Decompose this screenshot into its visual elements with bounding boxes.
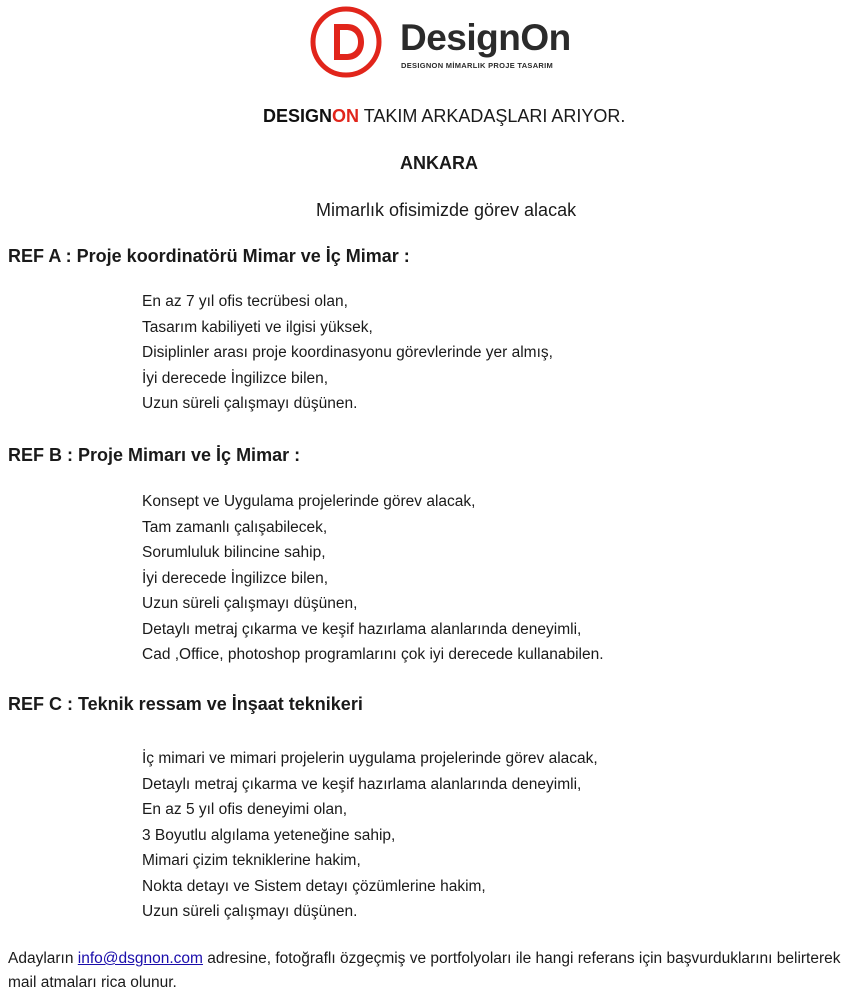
headline-brand-on: ON bbox=[332, 106, 360, 126]
footer-text-before: Adayların bbox=[8, 950, 78, 967]
list-item: Uzun süreli çalışmayı düşünen. bbox=[142, 903, 358, 920]
list-item: En az 7 yıl ofis tecrübesi olan, bbox=[142, 293, 348, 310]
list-item: İyi derecede İngilizce bilen, bbox=[142, 569, 329, 587]
email-link[interactable]: info@dsgnon.com bbox=[77, 950, 203, 967]
ref-b-list bbox=[142, 489, 604, 668]
headline-brand-design: DESIGN bbox=[263, 106, 333, 126]
list-item: Detaylı metraj çıkarma ve keşif hazırlama alanlarında deneyimli, bbox=[142, 775, 582, 793]
footer-text-after: adresine, fotoğraflı özgeçmiş ve portfolyoları ile hangi referans için başvurduklarını belirterek mail atmaları rica olunur. bbox=[8, 950, 841, 991]
list-item: Uzun süreli çalışmayı düşünen. bbox=[142, 395, 358, 412]
ref-b-title: REF B : Proje Mimarı ve İç Mimar : bbox=[8, 445, 301, 465]
list-item: Sorumluluk bilincine sahip, bbox=[142, 544, 326, 561]
list-item: İyi derecede İngilizce bilen, bbox=[142, 369, 329, 387]
city-title: ANKARA bbox=[400, 153, 478, 173]
list-item: İç mimari ve mimari projelerin uygulama projelerinde görev alacak, bbox=[142, 750, 598, 767]
list-item: Uzun süreli çalışmayı düşünen, bbox=[142, 595, 358, 612]
list-item: Detaylı metraj çıkarma ve keşif hazırlama alanlarında deneyimli, bbox=[142, 620, 582, 638]
application-instructions bbox=[8, 947, 858, 995]
intro-text: Mimarlık ofisimizde görev alacak bbox=[316, 200, 577, 220]
ref-a-list bbox=[142, 289, 553, 417]
logo-name: DesignOn bbox=[400, 17, 571, 58]
list-item: 3 Boyutlu algılama yeteneğine sahip, bbox=[142, 826, 396, 844]
ref-c-list bbox=[142, 746, 598, 925]
ref-a-title: REF A : Proje koordinatörü Mimar ve İç Mimar : bbox=[8, 246, 410, 266]
list-item: Tasarım kabiliyeti ve ilgisi yüksek, bbox=[142, 318, 373, 336]
list-item: Disiplinler arası proje koordinasyonu görevlerinde yer almış, bbox=[142, 344, 553, 361]
designon-logo-mark-icon bbox=[310, 6, 382, 78]
ref-c-title: REF C : Teknik ressam ve İnşaat teknikeri bbox=[8, 694, 363, 714]
list-item: Cad ,Office, photoshop programlarını çok iyi derecede kullanabilen. bbox=[142, 646, 604, 663]
list-item: Tam zamanlı çalışabilecek, bbox=[142, 518, 328, 536]
headline bbox=[263, 106, 625, 127]
list-item: Nokta detayı ve Sistem detayı çözümlerine hakim, bbox=[142, 877, 486, 895]
list-item: En az 5 yıl ofis deneyimi olan, bbox=[142, 801, 348, 818]
headline-text: TAKIM ARKADAŞLARI ARIYOR. bbox=[359, 106, 626, 126]
list-item: Mimari çizim tekniklerine hakim, bbox=[142, 852, 361, 869]
list-item: Konsept ve Uygulama projelerinde görev alacak, bbox=[142, 493, 476, 510]
logo-tagline: DESIGNON MİMARLIK PROJE TASARIM bbox=[401, 61, 554, 70]
logo bbox=[310, 6, 610, 78]
